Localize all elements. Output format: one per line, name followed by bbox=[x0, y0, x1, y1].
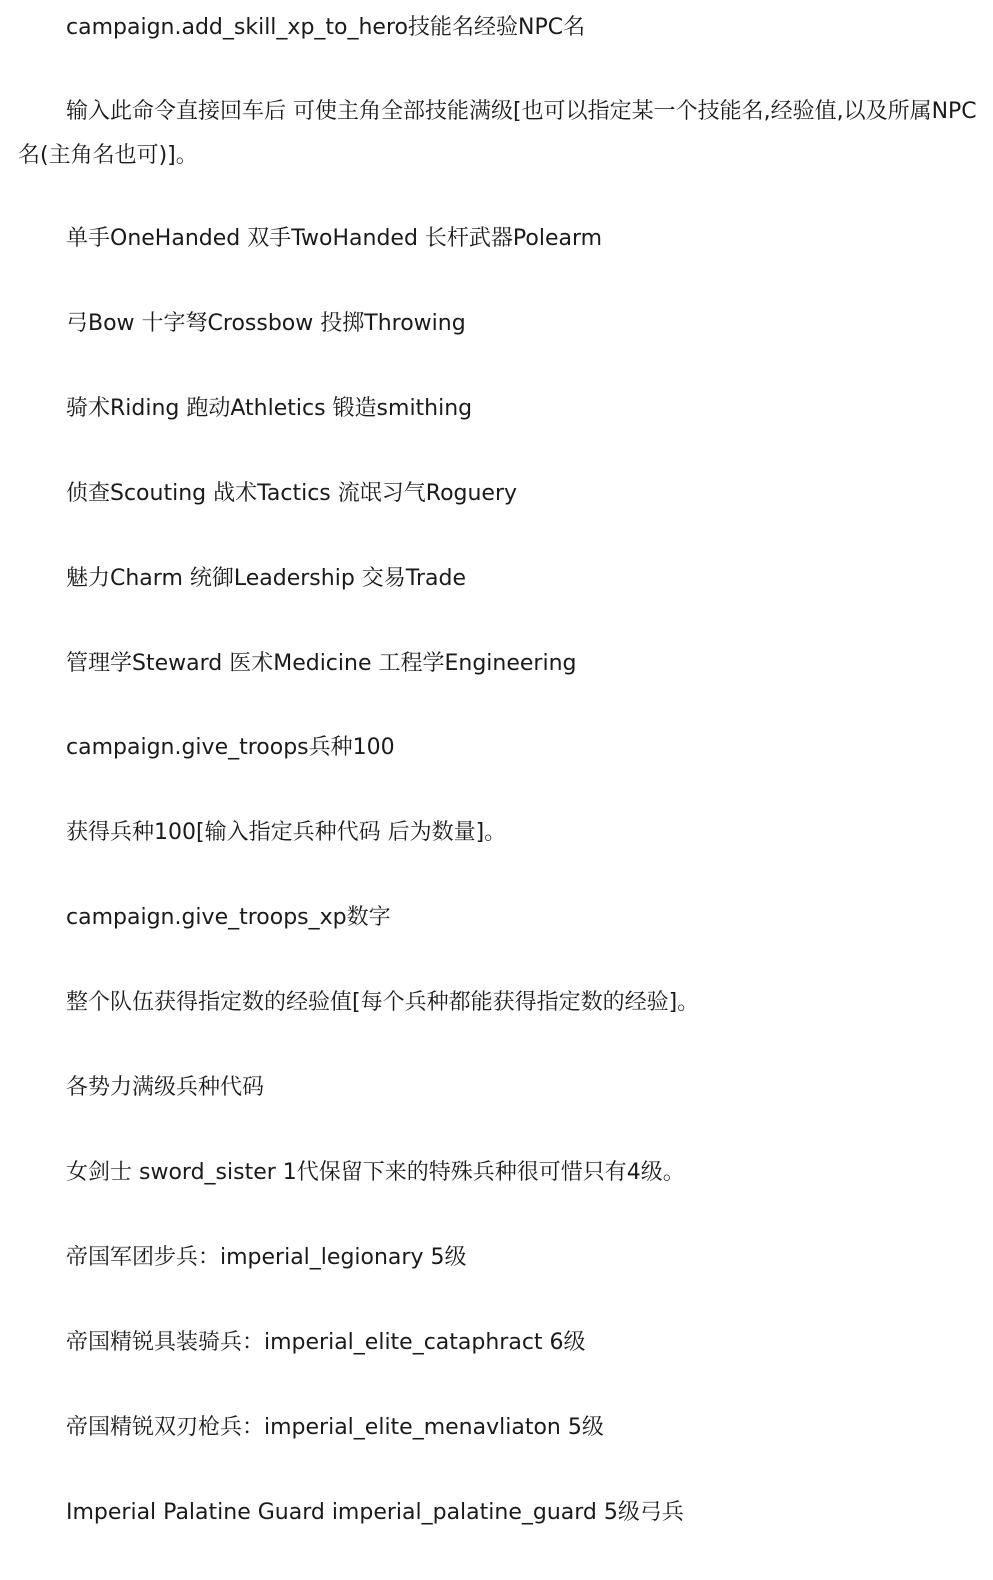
skill-list-line-1: 单手OneHanded 双手TwoHanded 长杆武器Polearm bbox=[66, 226, 603, 251]
skill-list-line-2: 弓Bow 十字弩Crossbow 投掷Throwing bbox=[66, 311, 466, 336]
section-heading-troop-codes: 各势力满级兵种代码 bbox=[66, 1075, 265, 1100]
troop-code-line-2: 帝国军团步兵：imperial_legionary 5级 bbox=[66, 1245, 467, 1270]
command-give-troops-xp: campaign.give_troops_xp数字 bbox=[66, 905, 391, 930]
skill-list-line-6: 管理学Steward 医术Medicine 工程学Engineering bbox=[66, 651, 577, 676]
description-give-troops: 获得兵种100[输入指定兵种代码 后为数量]。 bbox=[66, 820, 507, 845]
description-give-troops-xp: 整个队伍获得指定数的经验值[每个兵种都能获得指定数的经验]。 bbox=[66, 990, 700, 1015]
skill-list-line-3: 骑术Riding 跑动Athletics 锻造smithing bbox=[66, 396, 473, 421]
description-add-skill-xp: 输入此命令直接回车后 可使主角全部技能满级[也可以指定某一个技能名,经验值,以及所属NPC名(主角名也可)]。 bbox=[18, 99, 977, 168]
command-give-troops: campaign.give_troops兵种100 bbox=[66, 735, 395, 760]
command-add-skill-xp: campaign.add_skill_xp_to_hero技能名经验NPC名 bbox=[66, 15, 586, 40]
skill-list-line-4: 侦查Scouting 战术Tactics 流氓习气Roguery bbox=[66, 481, 518, 506]
troop-code-line-4: 帝国精锐双刃枪兵：imperial_elite_menavliaton 5级 bbox=[66, 1415, 604, 1440]
troop-code-line-1: 女剑士 sword_sister 1代保留下来的特殊兵种很可惜只有4级。 bbox=[66, 1160, 685, 1185]
troop-code-line-3: 帝国精锐具装骑兵：imperial_elite_cataphract 6级 bbox=[66, 1330, 586, 1355]
skill-list-line-5: 魅力Charm 统御Leadership 交易Trade bbox=[66, 566, 467, 591]
troop-code-line-5: Imperial Palatine Guard imperial_palatine_guard 5级弓兵 bbox=[66, 1500, 684, 1525]
